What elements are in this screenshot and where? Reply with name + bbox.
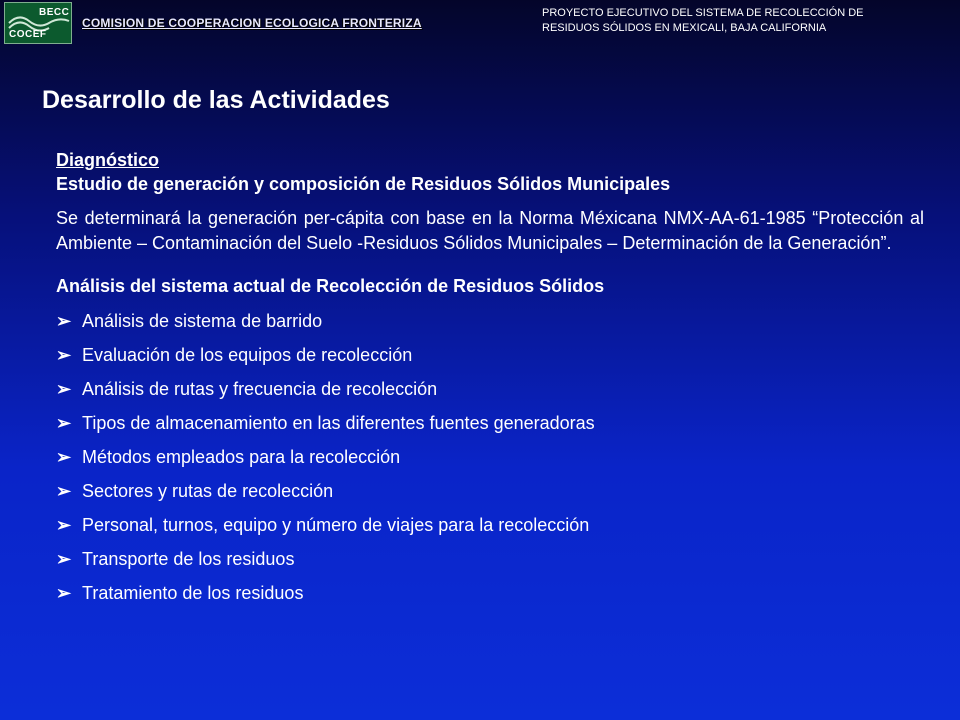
arrow-right-icon: ➢ xyxy=(56,413,72,433)
arrow-right-icon: ➢ xyxy=(56,549,72,569)
list-item xyxy=(56,542,924,576)
becc-cocef-logo xyxy=(4,2,72,44)
project-title xyxy=(542,6,942,36)
list-item-text: Análisis de rutas y frecuencia de recolección xyxy=(82,379,438,399)
organization-name: COMISION DE COOPERACION ECOLOGICA FRONTERIZA xyxy=(82,16,422,30)
arrow-right-icon: ➢ xyxy=(56,379,72,399)
description-paragraph: Se determinará la generación per-cápita con base en la Norma Méxicana NMX-AA-61-1985 “Protección al Ambiente – Contaminación del Suelo -Residuos Sólidos Municipales – Determinación de la Generación”. xyxy=(56,208,924,253)
slide-title: Desarrollo de las Actividades xyxy=(42,86,390,114)
study-subtitle: Estudio de generación y composición de Residuos Sólidos Municipales xyxy=(56,174,671,194)
analysis-heading: Análisis del sistema actual de Recolección de Residuos Sólidos xyxy=(56,276,605,296)
section-heading: Diagnóstico xyxy=(56,150,160,170)
list-item-text: Tipos de almacenamiento en las diferentes fuentes generadoras xyxy=(82,413,595,433)
list-item-text: Transporte de los residuos xyxy=(82,549,295,569)
arrow-right-icon: ➢ xyxy=(56,481,72,501)
list-item xyxy=(56,372,924,406)
arrow-right-icon: ➢ xyxy=(56,311,72,331)
list-item xyxy=(56,440,924,474)
list-item-text: Evaluación de los equipos de recolección xyxy=(82,345,413,365)
list-item xyxy=(56,304,924,338)
project-title-line2: RESIDUOS SÓLIDOS EN MEXICALI, BAJA CALIFORNIA xyxy=(542,22,827,34)
list-item xyxy=(56,474,924,508)
activity-list xyxy=(56,304,924,610)
arrow-right-icon: ➢ xyxy=(56,515,72,535)
list-item-text: Personal, turnos, equipo y número de viajes para la recolección xyxy=(82,515,590,535)
list-item-text: Sectores y rutas de recolección xyxy=(82,481,334,501)
list-item xyxy=(56,576,924,610)
arrow-right-icon: ➢ xyxy=(56,447,72,467)
list-item xyxy=(56,406,924,440)
list-item-text: Tratamiento de los residuos xyxy=(82,583,304,603)
arrow-right-icon: ➢ xyxy=(56,583,72,603)
logo-text-cocef: COCEF xyxy=(9,29,47,40)
list-item-text: Métodos empleados para la recolección xyxy=(82,447,401,467)
slide-content xyxy=(56,148,924,610)
list-item xyxy=(56,508,924,542)
logo-text-becc: BECC xyxy=(39,7,70,18)
arrow-right-icon: ➢ xyxy=(56,345,72,365)
list-item-text: Análisis de sistema de barrido xyxy=(82,311,323,331)
project-title-line1: PROYECTO EJECUTIVO DEL SISTEMA DE RECOLECCIÓN DE xyxy=(542,7,864,19)
list-item xyxy=(56,338,924,372)
